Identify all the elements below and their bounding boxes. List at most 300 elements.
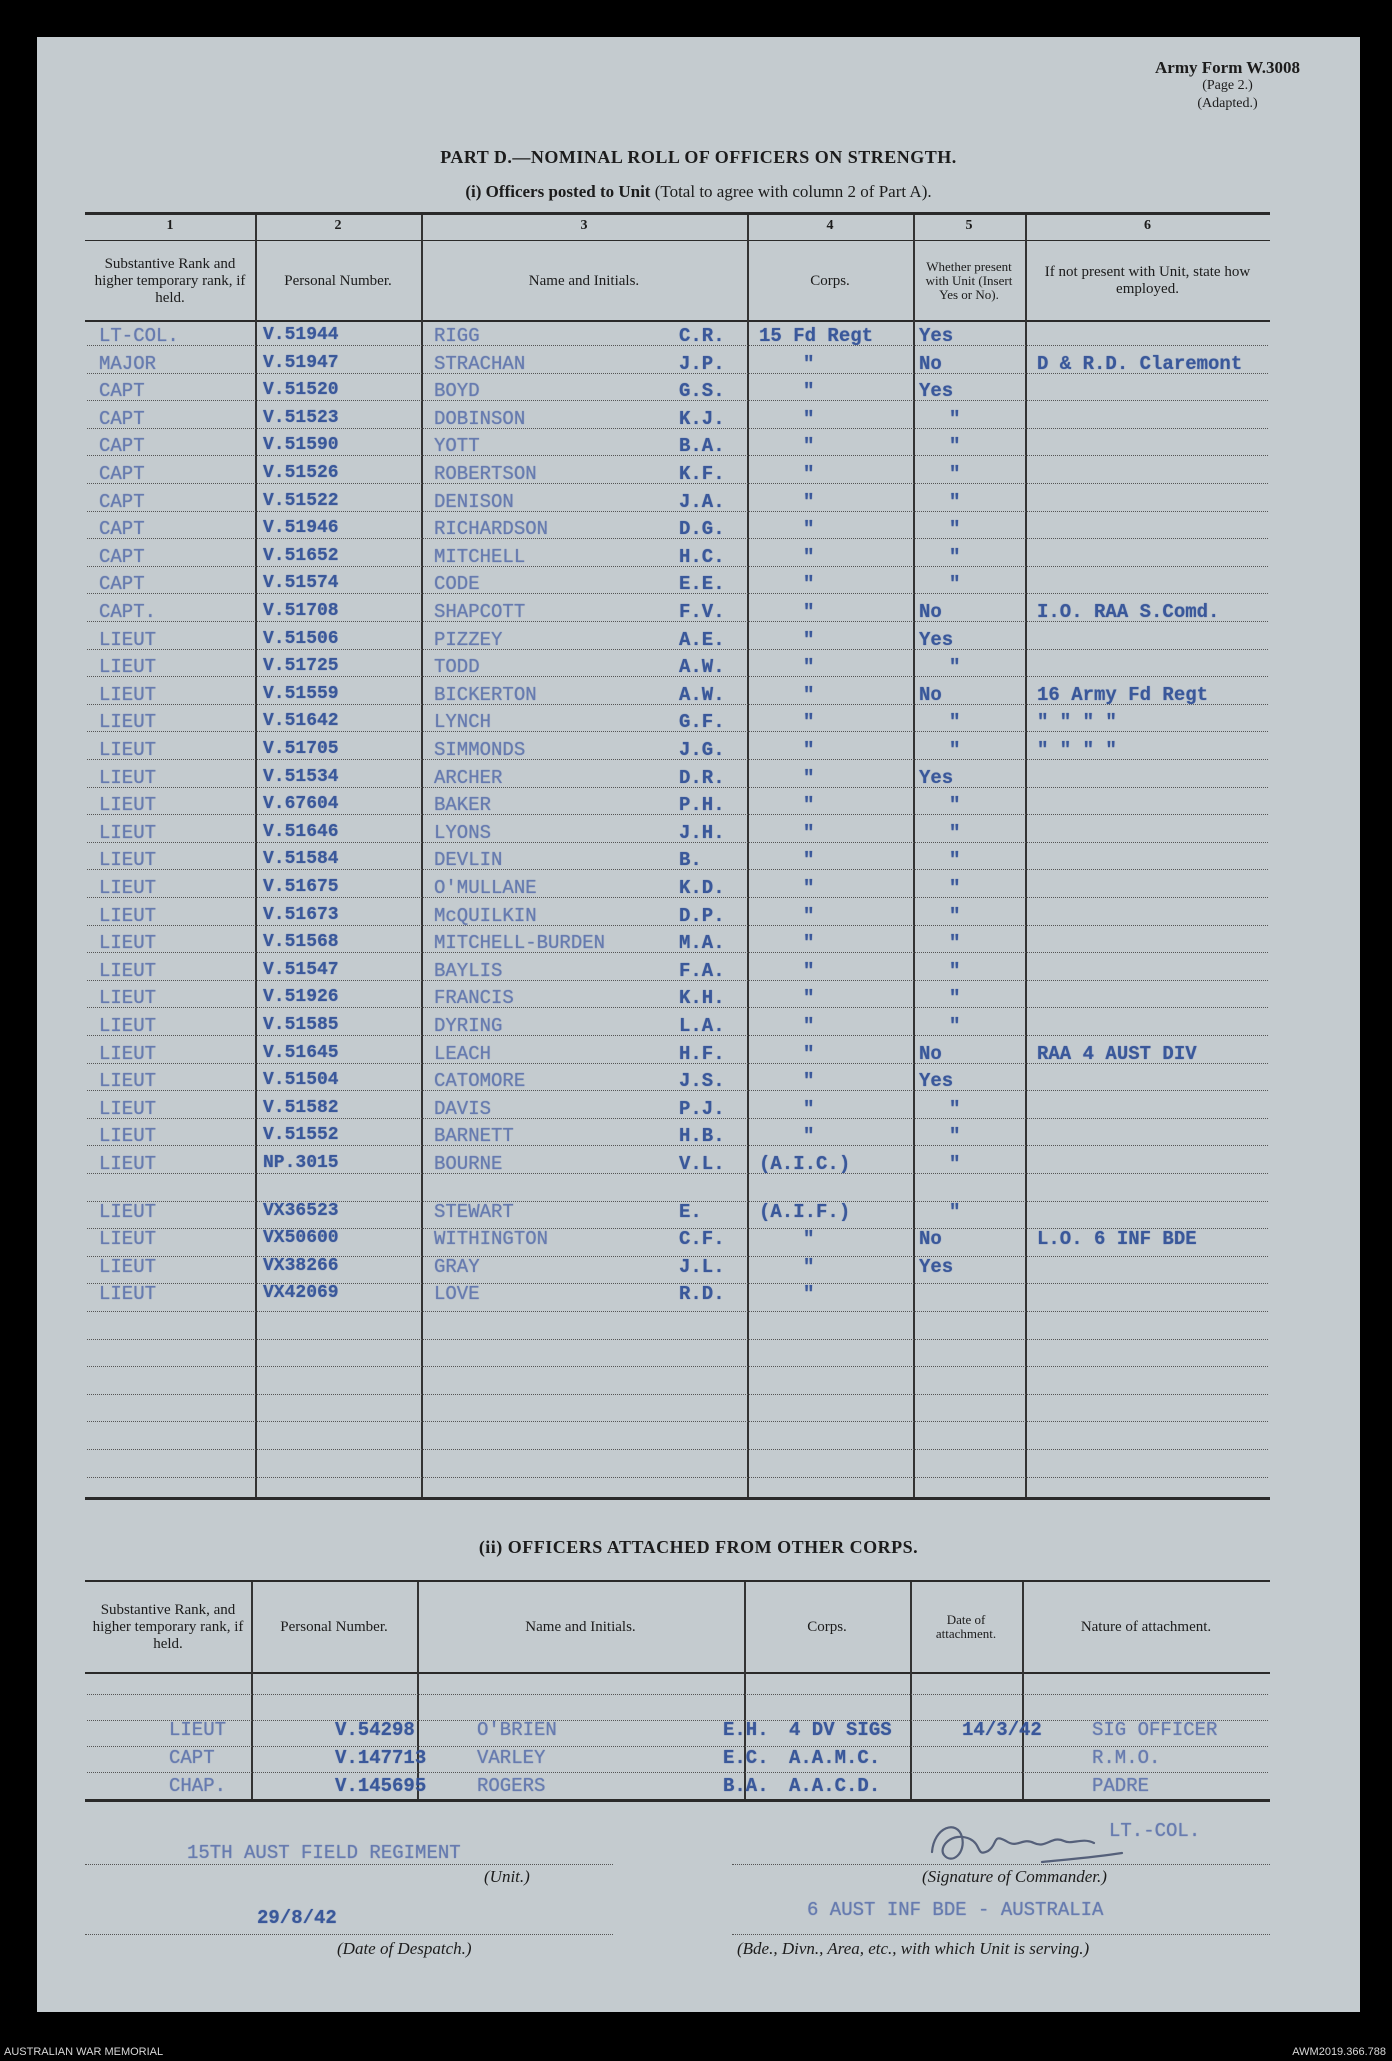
present-cell: "	[949, 573, 961, 596]
personal-number-cell: V.51552	[263, 1125, 339, 1146]
initials-cell: J.G.	[679, 739, 725, 761]
personal-number-cell: V.51520	[263, 380, 339, 401]
table1-divider	[421, 215, 423, 1497]
initials-cell: G.S.	[679, 380, 725, 403]
employed-cell: L.O. 6 INF BDE	[1037, 1228, 1197, 1251]
personal-number-cell: V.54298	[335, 1719, 415, 1741]
personal-number-cell: V.145695	[335, 1775, 427, 1797]
form-reference	[1155, 59, 1300, 113]
table1-row-rule	[87, 1421, 1268, 1422]
date-label: (Date of Despatch.)	[337, 1939, 472, 1958]
header-rank: Substantive Rank and higher temporary rank, if held.	[94, 255, 246, 306]
personal-number-cell: V.147713	[335, 1747, 427, 1769]
corps-cell: "	[803, 628, 815, 651]
corps-cell: "	[803, 573, 815, 596]
initials-cell: J.S.	[679, 1070, 725, 1093]
table1-row-rule	[87, 1477, 1268, 1478]
personal-number-cell: V.51574	[263, 573, 339, 594]
personal-number-cell: V.67604	[263, 794, 339, 815]
header-personal-number: Personal Number.	[284, 272, 392, 289]
table1-row-rule	[87, 400, 1268, 401]
table1-row-rule	[87, 649, 1268, 650]
personal-number-cell: V.51705	[263, 739, 339, 759]
present-cell: "	[949, 463, 961, 485]
rank-cell: LIEUT	[99, 904, 157, 927]
name-cell: BAKER	[434, 794, 492, 817]
initials-cell: M.A.	[679, 932, 725, 955]
present-cell: No	[919, 352, 942, 375]
corps-cell: "	[803, 932, 815, 955]
table1-row-rule	[87, 1090, 1268, 1091]
form-page: (Page 2.)	[1202, 78, 1253, 93]
initials-cell: E.C.	[723, 1747, 769, 1769]
name-cell: LYONS	[434, 821, 492, 844]
rank-cell: LIEUT	[99, 1042, 157, 1065]
present-cell: "	[949, 711, 961, 734]
rank-cell: LIEUT	[99, 932, 157, 955]
present-cell: Yes	[919, 766, 954, 789]
personal-number-cell: V.51582	[263, 1097, 339, 1118]
col-number: 4	[826, 218, 834, 233]
table2-bottom-rule	[85, 1799, 1270, 1802]
name-cell: CODE	[434, 573, 480, 596]
signature-label: (Signature of Commander.)	[922, 1867, 1107, 1886]
rank-cell: LIEUT	[99, 1070, 157, 1093]
name-cell: STEWART	[434, 1200, 514, 1223]
personal-number-cell: VX50600	[263, 1228, 339, 1249]
subtitle-rest: (Total to agree with column 2 of Part A).	[654, 182, 932, 201]
credit-left: AUSTRALIAN WAR MEMORIAL	[4, 2046, 164, 2058]
corps-cell: "	[803, 711, 815, 734]
table1-row-rule	[87, 1145, 1268, 1146]
nature-cell: R.M.O.	[1092, 1747, 1161, 1769]
signature-rank: LT.-COL.	[1109, 1820, 1201, 1842]
personal-number-cell: V.51675	[263, 877, 339, 897]
personal-number-cell: V.51646	[263, 821, 339, 842]
initials-cell: H.B.	[679, 1125, 725, 1148]
personal-number-cell: V.51673	[263, 904, 339, 925]
name-cell: RIGG	[434, 325, 480, 347]
present-cell: "	[949, 1153, 961, 1175]
rank-cell: LIEUT	[99, 628, 157, 651]
personal-number-cell: V.51947	[263, 352, 339, 373]
initials-cell: B.A.	[723, 1775, 769, 1797]
page-subtitle	[37, 182, 1360, 202]
name-cell: RICHARDSON	[434, 518, 549, 541]
col-number: 5	[965, 218, 973, 233]
table1-bottom-rule	[85, 1497, 1270, 1500]
present-cell: "	[949, 1125, 961, 1148]
table1-header-rule	[85, 320, 1270, 322]
initials-cell: E.H.	[723, 1719, 769, 1741]
present-cell: "	[949, 545, 961, 568]
table1-row-rule	[87, 538, 1268, 539]
rank-cell: LIEUT	[99, 794, 157, 817]
present-cell: Yes	[919, 380, 954, 403]
personal-number-cell: V.51645	[263, 1042, 339, 1063]
present-cell: "	[949, 407, 961, 430]
table2-row-rule	[87, 1746, 1268, 1747]
name-cell: BICKERTON	[434, 683, 537, 706]
present-cell: "	[949, 435, 961, 458]
corps-cell: "	[803, 490, 815, 513]
name-cell: O'BRIEN	[477, 1719, 557, 1741]
rank-cell: LIEUT	[99, 987, 157, 1010]
name-cell: DAVIS	[434, 1097, 492, 1120]
table1-row-rule	[87, 1339, 1268, 1340]
table1-row-rule	[87, 483, 1268, 484]
subtitle-bold: (i) Officers posted to Unit	[465, 182, 651, 201]
present-cell: "	[949, 656, 961, 679]
personal-number-cell: V.51534	[263, 766, 339, 787]
present-cell: Yes	[919, 1070, 954, 1093]
credit-right: AWM2019.366.788	[1292, 2046, 1386, 2058]
rank-cell: LIEUT	[99, 1125, 157, 1148]
table1-row-rule	[87, 1173, 1268, 1174]
present-cell: "	[949, 849, 961, 872]
corps-cell: "	[803, 1097, 815, 1120]
personal-number-cell: V.51590	[263, 435, 339, 456]
personal-number-cell: V.51585	[263, 1015, 339, 1035]
corps-cell: "	[803, 1255, 815, 1278]
initials-cell: H.C.	[679, 545, 725, 568]
rank-cell: LIEUT	[169, 1719, 227, 1741]
table1-row-rule	[87, 1449, 1268, 1450]
form-number: Army Form W.3008	[1155, 58, 1300, 77]
rank-cell: CAPT	[99, 518, 145, 541]
corps-cell: "	[803, 1015, 815, 1037]
name-cell: STRACHAN	[434, 352, 526, 375]
name-cell: LEACH	[434, 1042, 492, 1065]
name-cell: TODD	[434, 656, 480, 679]
personal-number-cell: VX42069	[263, 1283, 339, 1304]
corps-cell: (A.I.F.)	[759, 1200, 851, 1223]
table1-divider	[255, 215, 257, 1497]
name-cell: McQUILKIN	[434, 904, 537, 927]
personal-number-cell: V.51568	[263, 932, 339, 953]
name-cell: LOVE	[434, 1283, 480, 1306]
table1-row-rule	[87, 1311, 1268, 1312]
table1-row-rule	[87, 1394, 1268, 1395]
rank-cell: LIEUT	[99, 739, 157, 761]
corps-cell: "	[803, 1228, 815, 1251]
corps-cell: (A.I.C.)	[759, 1153, 851, 1175]
corps-cell: "	[803, 904, 815, 927]
corps-cell: "	[803, 545, 815, 568]
initials-cell: P.J.	[679, 1097, 725, 1120]
col-number: 2	[334, 218, 342, 233]
employed-cell: " " " "	[1037, 739, 1117, 761]
rank-cell: CAPT	[99, 573, 145, 596]
personal-number-cell: V.51708	[263, 601, 339, 621]
rank-cell: LIEUT	[99, 656, 157, 679]
name-cell: BAYLIS	[434, 959, 503, 982]
table1-row-rule	[87, 676, 1268, 677]
present-cell: No	[919, 1228, 942, 1251]
rank-cell: LT-COL.	[99, 325, 179, 347]
present-cell: "	[949, 1015, 961, 1037]
initials-cell: K.H.	[679, 987, 725, 1010]
table2-row-rule	[87, 1694, 1268, 1695]
rank-cell: LIEUT	[99, 849, 157, 872]
unit-line	[85, 1864, 613, 1865]
table1-row-rule	[87, 1118, 1268, 1119]
name-cell: VARLEY	[477, 1747, 546, 1769]
corps-cell: "	[803, 766, 815, 789]
present-cell: "	[949, 959, 961, 982]
present-cell: "	[949, 490, 961, 513]
personal-number-cell: V.51652	[263, 545, 339, 566]
initials-cell: E.	[679, 1200, 702, 1223]
table1-row-rule	[87, 925, 1268, 926]
rank-cell: LIEUT	[99, 1097, 157, 1120]
rank-cell: CHAP.	[169, 1775, 227, 1797]
table1-row-rule	[87, 869, 1268, 870]
initials-cell: B.A.	[679, 435, 725, 458]
nature-cell: PADRE	[1092, 1775, 1150, 1797]
corps-cell: "	[803, 380, 815, 403]
corps-cell: "	[803, 1125, 815, 1148]
initials-cell: E.E.	[679, 573, 725, 596]
unit-value: 15TH AUST FIELD REGIMENT	[187, 1842, 461, 1864]
name-cell: O'MULLANE	[434, 877, 537, 899]
formation-label: (Bde., Divn., Area, etc., with which Unit is serving.)	[737, 1939, 1090, 1958]
rank-cell: LIEUT	[99, 1255, 157, 1278]
initials-cell: J.H.	[679, 821, 725, 844]
initials-cell: C.F.	[679, 1228, 725, 1251]
name-cell: DEVLIN	[434, 849, 503, 872]
initials-cell: J.P.	[679, 352, 725, 375]
personal-number-cell: V.51506	[263, 628, 339, 649]
header-present: Whether present with Unit (Insert Yes or No).	[925, 259, 1013, 302]
name-cell: PIZZEY	[434, 628, 503, 651]
table1-row-rule	[87, 897, 1268, 898]
date-value: 29/8/42	[257, 1907, 337, 1929]
present-cell: Yes	[919, 325, 954, 347]
initials-cell: V.L.	[679, 1153, 725, 1175]
personal-number-cell: VX36523	[263, 1200, 339, 1221]
rank-cell: CAPT	[99, 545, 145, 568]
corps-cell: "	[803, 1283, 815, 1306]
personal-number-cell: V.51559	[263, 683, 339, 704]
table1-row-rule	[87, 814, 1268, 815]
rank-cell: CAPT	[99, 407, 145, 430]
formation-value: 6 AUST INF BDE - AUSTRALIA	[807, 1899, 1104, 1921]
present-cell: "	[949, 821, 961, 844]
table1-row-rule	[87, 566, 1268, 567]
initials-cell: C.R.	[679, 325, 725, 347]
col-number: 6	[1144, 218, 1151, 233]
col-number: 1	[166, 218, 174, 233]
header2-rank: Substantive Rank, and higher temporary rank, if held.	[92, 1601, 244, 1652]
name-cell: GRAY	[434, 1255, 480, 1278]
corps-cell: "	[803, 794, 815, 817]
initials-cell: D.R.	[679, 766, 725, 789]
rank-cell: CAPT	[99, 490, 145, 513]
initials-cell: P.H.	[679, 794, 725, 817]
header-employed: If not present with Unit, state how employed.	[1044, 264, 1251, 297]
date-line	[85, 1934, 613, 1935]
initials-cell: J.L.	[679, 1255, 725, 1278]
present-cell: "	[949, 932, 961, 955]
initials-cell: D.P.	[679, 904, 725, 927]
table1-row-rule	[87, 455, 1268, 456]
rank-cell: CAPT	[99, 435, 145, 458]
name-cell: ROBERTSON	[434, 463, 537, 485]
initials-cell: H.F.	[679, 1042, 725, 1065]
personal-number-cell: VX38266	[263, 1255, 339, 1276]
present-cell: "	[949, 987, 961, 1010]
initials-cell: B.	[679, 849, 702, 872]
section2-title: (ii) OFFICERS ATTACHED FROM OTHER CORPS.	[478, 1537, 919, 1557]
rank-cell: LIEUT	[99, 959, 157, 982]
corps-cell: "	[803, 683, 815, 706]
personal-number-cell: NP.3015	[263, 1153, 339, 1173]
corps-cell: A.A.C.D.	[789, 1775, 881, 1797]
table1-colnum-rule	[85, 240, 1270, 241]
corps-cell: "	[803, 463, 815, 485]
name-cell: DENISON	[434, 490, 514, 513]
corps-cell: "	[803, 849, 815, 872]
personal-number-cell: V.51642	[263, 711, 339, 732]
corps-cell: 4 DV SIGS	[789, 1719, 892, 1741]
name-cell: SIMMONDS	[434, 739, 526, 761]
rank-cell: CAPT	[99, 380, 145, 403]
present-cell: "	[949, 904, 961, 927]
rank-cell: LIEUT	[99, 766, 157, 789]
form-adapted: (Adapted.)	[1197, 96, 1258, 111]
initials-cell: K.J.	[679, 407, 725, 430]
employed-cell: 16 Army Fd Regt	[1037, 683, 1209, 706]
corps-cell: "	[803, 959, 815, 982]
table1-top-rule	[85, 212, 1270, 215]
present-cell: "	[949, 739, 961, 761]
rank-cell: LIEUT	[99, 1200, 157, 1223]
initials-cell: A.E.	[679, 628, 725, 651]
initials-cell: A.W.	[679, 683, 725, 706]
rank-cell: CAPT	[169, 1747, 215, 1769]
name-cell: MITCHELL	[434, 545, 526, 568]
personal-number-cell: V.51522	[263, 490, 339, 511]
corps-cell: "	[803, 987, 815, 1010]
employed-cell: D & R.D. Claremont	[1037, 352, 1243, 375]
initials-cell: G.F.	[679, 711, 725, 734]
rank-cell: LIEUT	[99, 877, 157, 899]
present-cell: "	[949, 518, 961, 541]
table1-row-rule	[87, 1007, 1268, 1008]
table2-row-rule	[87, 1720, 1268, 1721]
initials-cell: A.W.	[679, 656, 725, 679]
personal-number-cell: V.51926	[263, 987, 339, 1008]
table2-row-rule	[87, 1772, 1268, 1773]
name-cell: BOURNE	[434, 1153, 503, 1175]
nature-cell: SIG OFFICER	[1092, 1719, 1218, 1741]
initials-cell: J.A.	[679, 490, 725, 513]
corps-cell: "	[803, 656, 815, 679]
personal-number-cell: V.51523	[263, 407, 339, 428]
col-number: 3	[580, 218, 588, 233]
rank-cell: LIEUT	[99, 1283, 157, 1306]
rank-cell: MAJOR	[99, 352, 157, 375]
table1-row-rule	[87, 593, 1268, 594]
corps-cell: "	[803, 877, 815, 899]
present-cell: "	[949, 1200, 961, 1223]
rank-cell: LIEUT	[99, 683, 157, 706]
form-sheet	[37, 37, 1360, 2012]
name-cell: SHAPCOTT	[434, 601, 526, 623]
personal-number-cell: V.51547	[263, 959, 339, 980]
table2-header-rule	[85, 1672, 1270, 1674]
employed-cell: I.O. RAA S.Comd.	[1037, 601, 1220, 623]
header2-date: Date of attachment.	[935, 1612, 997, 1641]
corps-cell: "	[803, 352, 815, 375]
corps-cell: A.A.M.C.	[789, 1747, 881, 1769]
corps-cell: "	[803, 739, 815, 761]
date-cell: 14/3/42	[962, 1719, 1042, 1741]
corps-cell: "	[803, 601, 815, 623]
name-cell: MITCHELL-BURDEN	[434, 932, 606, 955]
table1-row-rule	[87, 345, 1268, 346]
table1-row-rule	[87, 1366, 1268, 1367]
table1-row-rule	[87, 787, 1268, 788]
rank-cell: LIEUT	[99, 711, 157, 734]
present-cell: No	[919, 683, 942, 706]
initials-cell: K.F.	[679, 463, 725, 485]
employed-cell: " " " "	[1037, 711, 1117, 734]
header2-corps: Corps.	[807, 1618, 847, 1635]
unit-label: (Unit.)	[484, 1867, 530, 1886]
present-cell: No	[919, 601, 942, 623]
header2-nature: Nature of attachment.	[1080, 1618, 1212, 1635]
rank-cell: LIEUT	[99, 1228, 157, 1251]
signature-line	[732, 1864, 1270, 1865]
corps-cell: "	[803, 435, 815, 458]
name-cell: BARNETT	[434, 1125, 514, 1148]
name-cell: DOBINSON	[434, 407, 526, 430]
name-cell: FRANCIS	[434, 987, 514, 1010]
initials-cell: F.V.	[679, 601, 725, 623]
initials-cell: L.A.	[679, 1015, 725, 1037]
header-corps: Corps.	[810, 272, 850, 289]
table1-row-rule	[87, 952, 1268, 953]
personal-number-cell: V.51725	[263, 656, 339, 677]
rank-cell: CAPT	[99, 463, 145, 485]
name-cell: BOYD	[434, 380, 480, 403]
corps-cell: 15 Fd Regt	[759, 325, 874, 347]
table1-row-rule	[87, 1035, 1268, 1036]
page-title: PART D.—NOMINAL ROLL OF OFFICERS ON STRENGTH.	[440, 147, 957, 167]
rank-cell: LIEUT	[99, 821, 157, 844]
employed-cell: RAA 4 AUST DIV	[1037, 1042, 1197, 1065]
corps-cell: "	[803, 821, 815, 844]
personal-number-cell: V.51944	[263, 325, 339, 345]
rank-cell: CAPT.	[99, 601, 157, 623]
table1-divider	[747, 215, 749, 1497]
corps-cell: "	[803, 407, 815, 430]
rank-cell: LIEUT	[99, 1153, 157, 1175]
name-cell: DYRING	[434, 1015, 503, 1037]
initials-cell: D.G.	[679, 518, 725, 541]
present-cell: Yes	[919, 628, 954, 651]
initials-cell: F.A.	[679, 959, 725, 982]
initials-cell: K.D.	[679, 877, 725, 899]
table1-row-rule	[87, 511, 1268, 512]
header2-name: Name and Initials.	[525, 1618, 636, 1635]
corps-cell: "	[803, 1070, 815, 1093]
present-cell: "	[949, 794, 961, 817]
credit-bar	[0, 2042, 1392, 2061]
header-name: Name and Initials.	[528, 272, 640, 289]
